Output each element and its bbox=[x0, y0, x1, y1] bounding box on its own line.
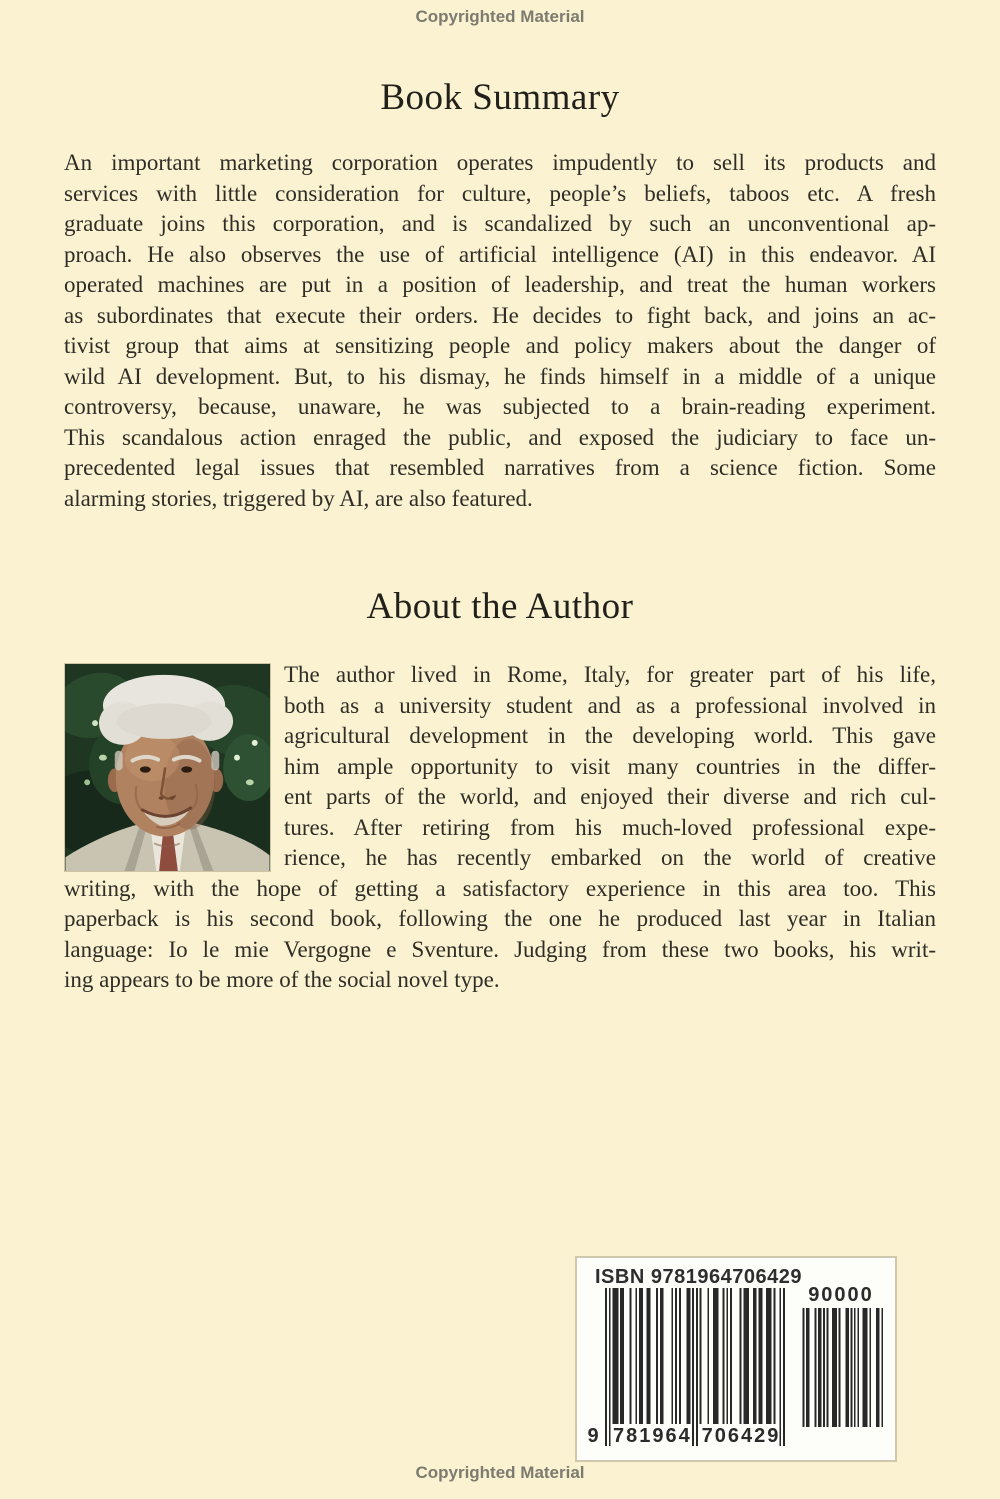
text-line: graduate joins this corporation, and is scandalized by such an unconventional ap- bbox=[64, 211, 936, 236]
text-line: This scandalous action enraged the public, and exposed the judiciary to face un- bbox=[64, 424, 936, 450]
text-line: tivist group that aims at sensitizing people and policy makers about the danger of bbox=[64, 333, 936, 358]
text-line: ing appears to be more of the social novel type. bbox=[64, 967, 500, 992]
text-line: him ample opportunity to visit many countries in the differ- bbox=[284, 753, 936, 779]
text-line: An important marketing corporation operates impudently to sell its products and bbox=[64, 150, 936, 175]
text-line: alarming stories, triggered by AI, are also featured. bbox=[64, 485, 533, 511]
author-portrait-illustration bbox=[65, 664, 270, 871]
text-line: The author lived in Rome, Italy, for greater part of his life, bbox=[284, 662, 936, 687]
text-line: ent parts of the world, and enjoyed their diverse and rich cul- bbox=[284, 784, 936, 809]
text-line: operated machines are put in a position of leadership, and treat the human workers bbox=[64, 272, 936, 297]
ean5-supplement-barcode bbox=[801, 1308, 883, 1427]
author-photo bbox=[64, 663, 271, 872]
text-line: as subordinates that execute their orders. He decides to fight back, and joins an ac- bbox=[64, 302, 936, 328]
text-line: services with little consideration for culture, people’s beliefs, taboos etc. A fresh bbox=[64, 180, 936, 206]
text-line: agricultural development in the developing world. This gave bbox=[284, 723, 936, 748]
copyright-top-label: Copyrighted Material bbox=[415, 7, 585, 26]
isbn-barcode-panel bbox=[575, 1256, 897, 1462]
price-code-label: 90000 bbox=[808, 1284, 874, 1306]
book-summary-title: Book Summary bbox=[380, 77, 620, 118]
book-summary-paragraph bbox=[64, 148, 936, 514]
text-line: precedented legal issues that resembled narratives from a science fiction. Some bbox=[64, 455, 936, 480]
text-line: both as a university student and as a professional involved in bbox=[284, 692, 936, 718]
text-line: wild AI development. But, to his dismay, he finds himself in a middle of a unique bbox=[64, 363, 936, 389]
text-line: language: Io le mie Vergogne e Sventure. Judging from these two books, his writ- bbox=[64, 936, 936, 962]
text-line: writing, with the hope of getting a satisfactory experience in this area too. This bbox=[64, 875, 936, 901]
text-line: proach. He also observes the use of artificial intelligence (AI) in this endeavor. AI bbox=[64, 241, 936, 267]
barcode-digit-group-2: 706429 bbox=[701, 1425, 781, 1447]
barcode-lead-digit: 9 bbox=[587, 1425, 599, 1447]
ean13-barcode bbox=[605, 1288, 785, 1446]
about-author-section bbox=[64, 660, 936, 996]
text-line: tures. After retiring from his much-loved professional expe- bbox=[284, 814, 936, 840]
text-line: rience, he has recently embarked on the world of creative bbox=[284, 845, 936, 870]
isbn-number-label: ISBN 9781964706429 bbox=[595, 1266, 802, 1288]
about-author-title: About the Author bbox=[366, 586, 634, 627]
text-line: controversy, because, unaware, he was subjected to a brain-reading experiment. bbox=[64, 394, 936, 419]
copyright-bottom-label: Copyrighted Material bbox=[415, 1463, 585, 1482]
barcode-digit-group-1: 781964 bbox=[613, 1425, 692, 1447]
text-line: paperback is his second book, following the one he produced last year in Italian bbox=[64, 906, 936, 931]
